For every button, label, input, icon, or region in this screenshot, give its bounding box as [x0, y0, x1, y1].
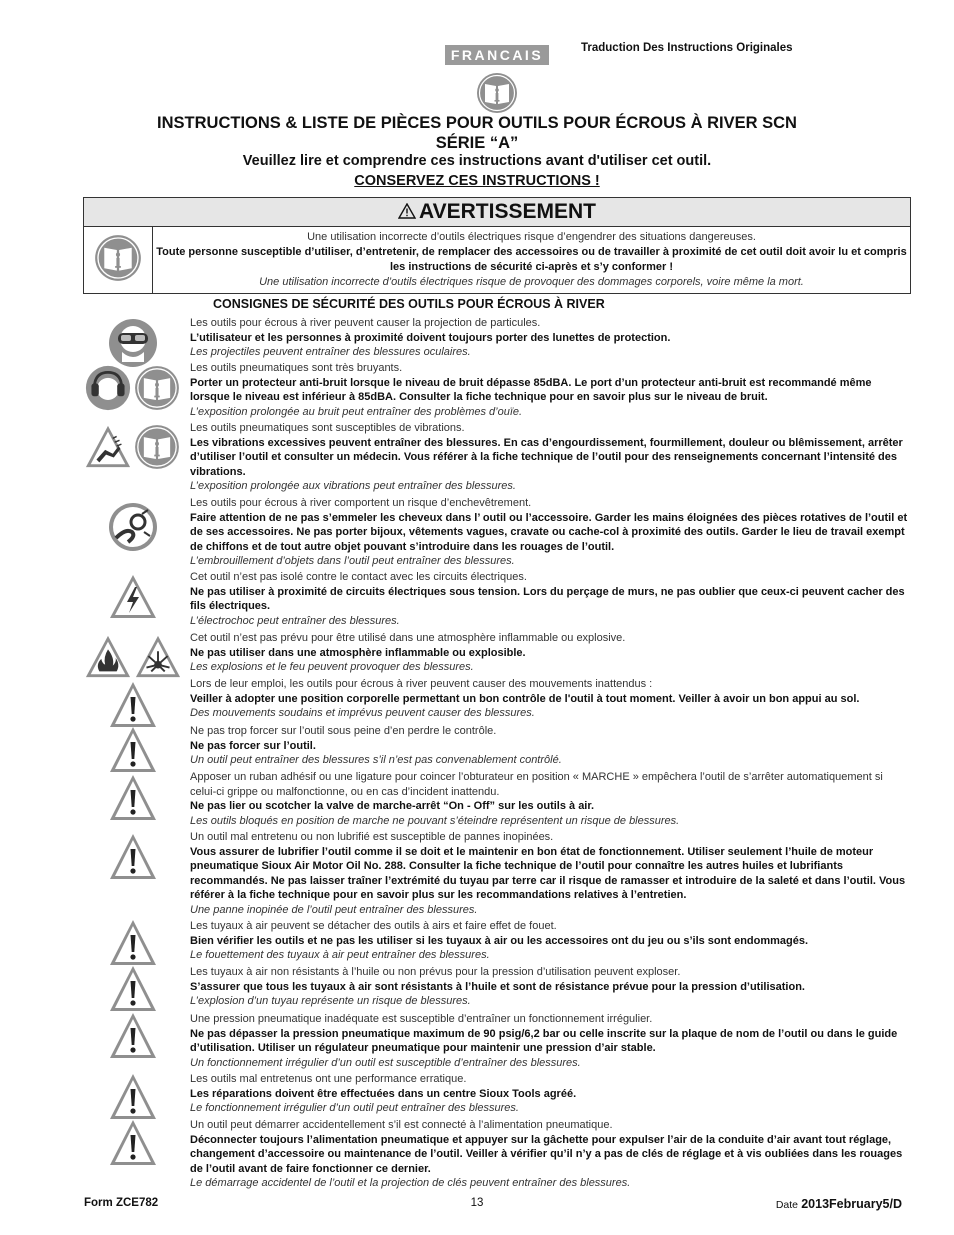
item-consequence: Les outils bloqués en position de marche ne pouvant s’éteindre représentent un risque de blessures.: [190, 814, 680, 827]
exclamation-warning-icon: [108, 832, 158, 882]
item-hazard: Les tuyaux à air non résistants à l’huile ou non prévus pour la pression d’utilisation peuvent exploser.: [190, 966, 681, 978]
item-consequence: Le fouettement des tuyaux à air peut entraîner des blessures.: [190, 949, 490, 962]
ear-protection-icon: [85, 365, 131, 411]
warning-heading-text: AVERTISSEMENT: [419, 200, 596, 223]
item-consequence: L’exposition prolongée au bruit peut entraîner des problèmes d’ouïe.: [190, 405, 523, 418]
item-consequence: Le fonctionnement irrégulier d’un outil peut entraîner des blessures.: [190, 1102, 519, 1115]
item-instruction: Ne pas utiliser à proximité de circuits électriques sous tension. Lors du perçage de murs, ne pas oublier que ceux-ci peuvent cacher des fils électriques.: [190, 585, 905, 613]
page-number: 13: [470, 1197, 484, 1209]
read-manual-icon: [134, 365, 180, 411]
fire-hazard-icon: [84, 633, 132, 681]
document-series: SÉRIE “A”: [435, 134, 519, 152]
exclamation-warning-icon: [108, 773, 158, 823]
item-instruction: Ne pas utiliser dans une atmosphère inflammable ou explosible.: [190, 646, 526, 659]
item-hazard: Les outils pneumatiques sont très bruyants.: [190, 362, 403, 374]
warning-icon-cell: [84, 227, 153, 293]
warning-line-1: Une utilisation incorrecte d’outils électriques risque d’engendrer des situations dangereuses.: [307, 231, 756, 243]
explosion-hazard-icon: [134, 633, 182, 681]
item-hazard: Cet outil n’est pas prévu pour être utilisé dans une atmosphère inflammable ou explosive.: [190, 632, 626, 644]
item-hazard: Un outil peut démarrer accidentellement s’il est connecté à l’alimentation pneumatique.: [190, 1119, 613, 1131]
safety-item-explosive-atmosphere: [190, 631, 912, 675]
warning-body: [153, 227, 910, 290]
translation-note: Traduction Des Instructions Originales: [581, 42, 793, 54]
safety-item-projectiles: [190, 316, 912, 360]
item-consequence: Le démarrage accidentel de l’outil et la projection de clés peuvent entraîner des blessures.: [190, 1177, 631, 1190]
item-hazard: Un outil mal entretenu ou non lubrifié est susceptible de pannes inopinées.: [190, 831, 554, 843]
read-manual-icon: [94, 234, 142, 282]
keep-instructions-note: CONSERVEZ CES INSTRUCTIONS !: [354, 173, 600, 189]
date-value: 2013February5/D: [801, 1197, 902, 1211]
read-manual-icon: [134, 424, 180, 470]
item-hazard: Les tuyaux à air peuvent se détacher des outils à airs et faire effet de fouet.: [190, 920, 557, 932]
vibration-hazard-icon: [84, 423, 132, 471]
item-hazard: Lors de leur emploi, les outils pour écrous à river peuvent causer des mouvements inattendus :: [190, 678, 653, 690]
item-instruction: Faire attention de ne pas s’emmeler les cheveux dans l’ outil ou l’accessoire. Garder les mains éloignées des pièces rotatives de l’outil et de ses accessoires. Ne pas porter bijoux, vêtements vagues, cravate ou cache-col à proximité des outils. Garder le lieu de travail exempt de chiffons et de tout autre objet pouvant s’introduire dans les rouages de l’outil.: [190, 511, 908, 553]
exclamation-warning-icon: [108, 1072, 158, 1122]
item-instruction: Ne pas dépasser la pression pneumatique maximum de 90 psig/6,2 bar ou celle inscrite sur la plaque de nom de l’outil ou dans le guide d’utilisation. Utiliser un régulateur pneumatique pour maintenir une pression d’air stable.: [190, 1027, 898, 1055]
electric-shock-icon: [108, 572, 158, 622]
safety-goggles-icon: [108, 318, 158, 368]
item-hazard: Les outils pour écrous à river peuvent causer la projection de particules.: [190, 317, 541, 329]
item-instruction: Déconnecter toujours l’alimentation pneumatique et appuyer sur la gâchette pour expulser l’air de la conduite d’air avant tout réglage, changement d’accessoire ou maintenance de l’outil. Veiller à vérifier qu’il n’y a pas de clés de réglage et à vis oubliées dans les rouages de l’outil avant de faire fonctionner ce dernier.: [190, 1133, 903, 1175]
item-instruction: Les réparations doivent être effectuées dans un centre Sioux Tools agréé.: [190, 1087, 577, 1100]
form-number: Form ZCE782: [84, 1197, 159, 1209]
safety-item-air-pressure: [190, 1012, 912, 1070]
safety-item-force: [190, 724, 912, 768]
date-label: Date: [775, 1199, 799, 1211]
item-instruction: Les vibrations excessives peuvent entraîner des blessures. En cas d’engourdissement, fourmillement, douleur ou blêmissement, arrêter d’utiliser l’outil et consulter un médecin. Vous référer à la fiche technique de l’outil pour des renseignements concernant l’intensité des vibrations.: [190, 436, 903, 478]
exclamation-warning-icon: [108, 918, 158, 968]
section-title: CONSIGNES DE SÉCURITÉ DES OUTILS POUR ÉCROUS À RIVER: [213, 297, 605, 311]
item-hazard: Cet outil n’est pas isolé contre le contact avec les circuits électriques.: [190, 571, 527, 583]
read-manual-icon: [476, 72, 518, 114]
safety-item-vibration: [190, 421, 912, 494]
warning-box: [83, 197, 911, 294]
item-instruction: Vous assurer de lubrifier l’outil comme il se doit et le maintenir en bon état de fonctionnement. Utiliser seulement l’huile de moteur pneumatique Sioux Air Motor Oil No. 288. Consulter la fiche technique de l’outil pour connaître les autres huiles et lubrifiants recommandés. Ne pas laisser traîner l’extrémité du tuyau par terre car il risque de ramasser et introduire de la saleté et dans l’outil. Vous référer à la fiche technique pour en savoir plus sur les recommandations relatives à l’entretien.: [190, 845, 906, 902]
exclamation-warning-icon: [108, 725, 158, 775]
item-instruction: Ne pas forcer sur l’outil.: [190, 739, 316, 752]
document-title: INSTRUCTIONS & LISTE DE PIÈCES POUR OUTILS POUR ÉCROUS À RIVER SCN: [157, 114, 797, 132]
warning-heading: [84, 198, 910, 227]
item-consequence: Une panne inopinée de l’outil peut entraîner des blessures.: [190, 903, 478, 916]
item-consequence: Les explosions et le feu peuvent provoquer des blessures.: [190, 661, 474, 674]
safety-item-accidental-start: [190, 1118, 912, 1191]
item-consequence: L’électrochoc peut entraîner des blessures.: [190, 614, 400, 627]
item-consequence: Les projectiles peuvent entraîner des blessures oculaires.: [190, 346, 471, 359]
item-instruction: Ne pas lier ou scotcher la valve de marche-arrêt “On - Off” sur les outils à air.: [190, 800, 595, 813]
item-consequence: L’explosion d’un tuyau représente un risque de blessures.: [190, 995, 471, 1008]
warning-line-2: Toute personne susceptible d’utiliser, d’entretenir, de remplacer des accessoires ou de travailler à proximité de cet outil doit avoir lu et compris les instructions de sécurité ci-après et s’y conformer !: [156, 246, 907, 273]
item-consequence: Des mouvements soudains et imprévus peuvent causer des blessures.: [190, 707, 535, 720]
safety-item-repairs: [190, 1072, 912, 1116]
safety-item-maintenance: [190, 830, 912, 918]
item-hazard: Les outils mal entretenus ont une performance erratique.: [190, 1073, 467, 1085]
item-consequence: L’exposition prolongée aux vibrations peut entraîner des blessures.: [190, 480, 516, 493]
exclamation-warning-icon: [108, 1011, 158, 1061]
item-hazard: Les outils pneumatiques sont susceptibles de vibrations.: [190, 422, 465, 434]
safety-item-entanglement: [190, 496, 912, 569]
item-consequence: L’embrouillement d’objets dans l’outil peut entraîner des blessures.: [190, 555, 515, 568]
item-instruction: Bien vérifier les outils et ne pas les utiliser si les tuyaux à air ou les accessoires ont du jeu ou s’ils sont endommagés.: [190, 934, 809, 947]
document-date: [776, 1197, 902, 1211]
safety-item-electrical: [190, 570, 912, 628]
exclamation-warning-icon: [108, 1118, 158, 1168]
item-hazard: Une pression pneumatique inadéquate est susceptible d’entraîner un fonctionnement irrégulier.: [190, 1013, 653, 1025]
warning-triangle-icon: [398, 203, 416, 219]
item-instruction: L’utilisateur et les personnes à proximité doivent toujours porter des lunettes de protection.: [190, 331, 671, 344]
entanglement-hazard-icon: [108, 502, 158, 552]
language-badge: FRANCAIS: [445, 45, 549, 65]
safety-item-hose-burst: [190, 965, 912, 1009]
safety-item-hose-whip: [190, 919, 912, 963]
read-instructions-note: Veuillez lire et comprendre ces instructions avant d'utiliser cet outil.: [242, 153, 712, 169]
item-consequence: Un outil peut entraîner des blessures s’il n’est pas convenablement contrôlé.: [190, 754, 562, 767]
item-consequence: Un fonctionnement irrégulier d’un outil est susceptible d’entraîner des blessures.: [190, 1056, 581, 1069]
item-hazard: Apposer un ruban adhésif ou une ligature pour coincer l’obturateur en position « MARCHE » empêchera l’outil de s’arrêter automatiquement si celui-ci grippe ou malfonctionne, ou en cas d’incident inattendu.: [190, 771, 883, 798]
item-instruction: S’assurer que tous les tuyaux à air sont résistants à l’huile et sont de résistance prévue pour la pression d’utilisation.: [190, 980, 805, 993]
warning-line-3: Une utilisation incorrecte d’outils électriques risque de provoquer des dommages corporels, voire même la mort.: [259, 276, 804, 288]
item-hazard: Ne pas trop forcer sur l’outil sous peine d’en perdre le contrôle.: [190, 725, 497, 737]
item-instruction: Porter un protecteur anti-bruit lorsque le niveau de bruit dépasse 85dBA. Le port d’un protecteur anti-bruit est recommandé même lorsque le niveau est inférieur à 85dBA. Consulter la fiche technique pour en savoir plus sur le niveau de bruit.: [190, 376, 872, 404]
exclamation-warning-icon: [108, 680, 158, 730]
safety-item-noise: [190, 361, 912, 419]
safety-item-throttle-lock: [190, 770, 912, 828]
item-hazard: Les outils pour écrous à river comportent un risque d’enchevêtrement.: [190, 497, 532, 509]
item-instruction: Veiller à adopter une position corporelle permettant un bon contrôle de l'outil à tout moment. Veiller à avoir un bon appui au sol.: [190, 692, 860, 705]
exclamation-warning-icon: [108, 964, 158, 1014]
safety-item-unexpected-movement: [190, 677, 912, 721]
